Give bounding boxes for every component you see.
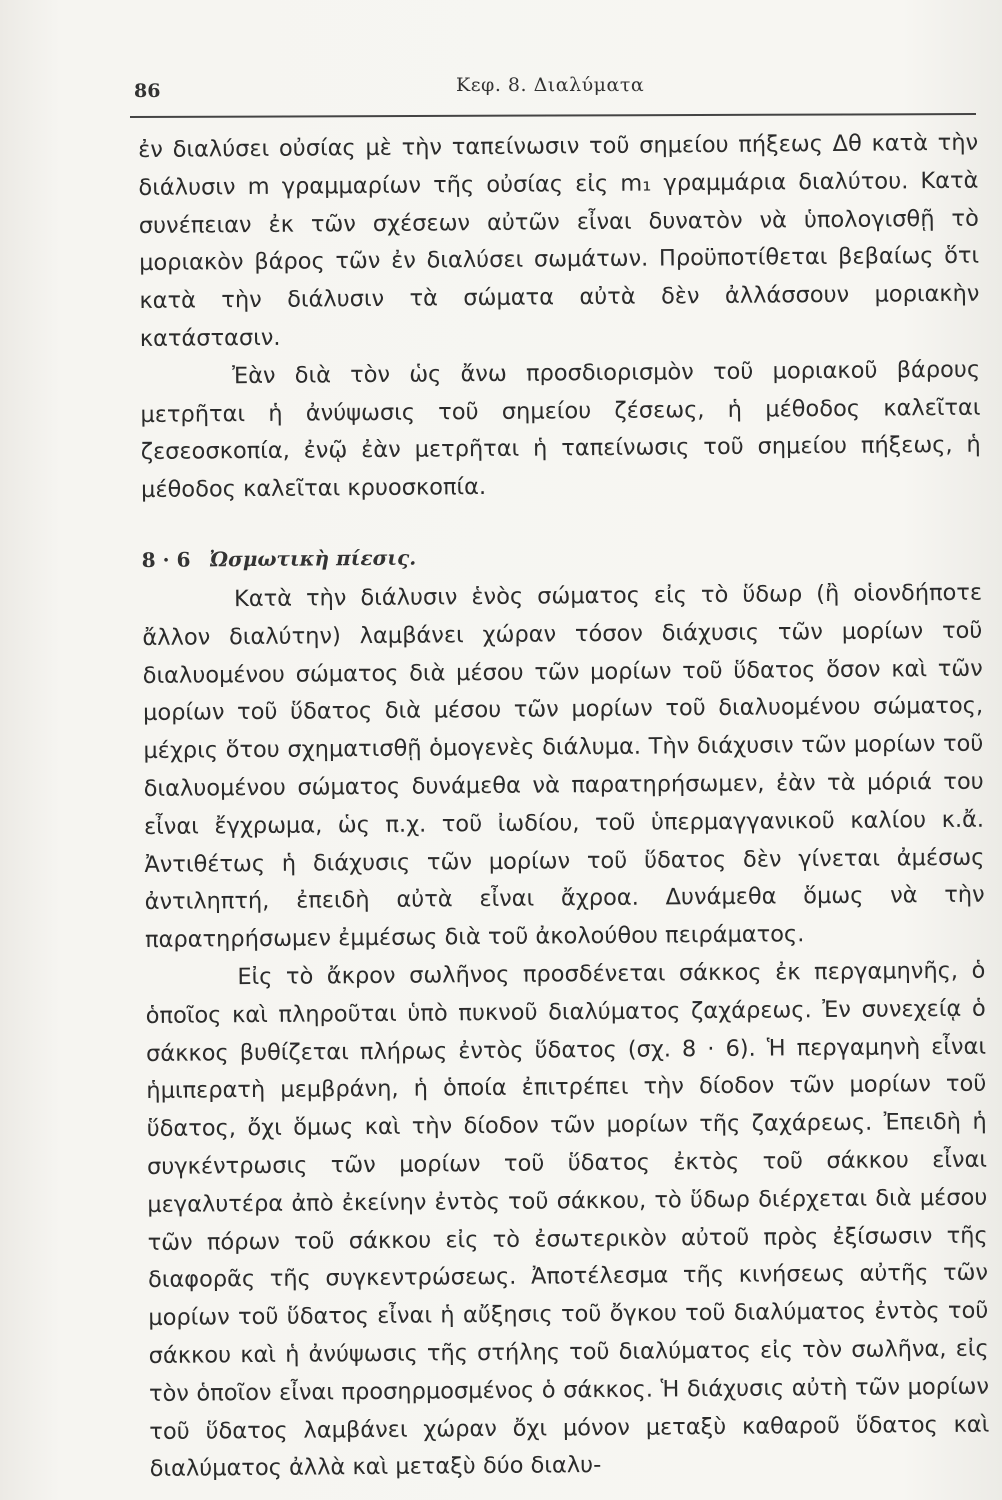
section-heading bbox=[142, 531, 982, 582]
section-title: Ὠσμωτικὴ πίεσις. bbox=[209, 545, 417, 572]
page-number: 86 bbox=[134, 80, 161, 102]
paragraph-experiment: Εἰς τὸ ἄκρον σωλῆνος προσδένεται σάκκος ἐκ περγαμηνῆς, ὁ ὁποῖος καὶ πληροῦται ὑπὸ πυκνοῦ διαλύματος ζαχάρεως. Ἐν συνεχείᾳ ὁ σάκκος βυθίζεται πλήρως ἐντὸς ὕδατος (σχ. 8 · 6). Ἡ περγαμηνὴ εἶναι ἡμιπερατὴ μεμβράνη, ἡ ὁποία ἐπιτρέπει τὴν δίοδον τῶν μορίων τοῦ ὕδατος, ὄχι ὅμως καὶ τὴν δίοδον τῶν μορίων τῆς ζαχάρεως. Ἐπειδὴ ἡ συγκέντρωσις τῶν μορίων τοῦ ὕδατος ἐκτὸς τοῦ σάκκου εἶναι μεγαλυτέρα ἀπὸ ἐκείνην ἐντὸς τοῦ σάκκου, τὸ ὕδωρ διέρχεται διὰ μέσου τῶν πόρων τοῦ σάκκου εἰς τὸ ἐσωτερικὸν αὐτοῦ πρὸς ἐξίσωσιν τῆς διαφορᾶς τῆς συγκεντρώσεως. Ἀποτέλεσμα τῆς κινήσεως αὐτῆς τῶν μορίων τοῦ ὕδατος εἶναι ἡ αὔξησις τοῦ ὄγκου τοῦ διαλύματος ἐντὸς τοῦ σάκκου καὶ ἡ ἀνύψωσις τῆς στήλης τοῦ διαλύματος εἰς τὸν σωλῆνα, εἰς τὸν ὁποῖον εἶναι προσηρμοσμένος ὁ σάκκος. Ἡ διάχυσις αὐτὴ τῶν μορίων τοῦ ὕδατος λαμβάνει χώραν ὄχι μόνον μεταξὺ καθαροῦ ὕδατος καὶ διαλύματος ἀλλὰ καὶ μεταξὺ δύο διαλυ- bbox=[145, 957, 990, 1483]
body-text bbox=[138, 125, 990, 1489]
running-head: Κεφ. 8. Διαλύματα bbox=[456, 74, 645, 96]
page-header bbox=[130, 70, 978, 104]
paragraph-continued: ἐν διαλύσει οὐσίας μὲ τὴν ταπείνωσιν τοῦ σημείου πήξεως Δθ κατὰ τὴν διάλυσιν m γραμμαρίων τῆς οὐσίας εἰς m₁ γραμμάρια διαλύτου. Κατὰ συνέπειαν ἐκ τῶν σχέσεων αὐτῶν εἶναι δυνατὸν νὰ ὑπολογισθῇ τὸ μοριακὸν βάρος τῶν ἐν διαλύσει σωμάτων. Προϋποτίθεται βεβαίως ὅτι κατὰ τὴν διάλυσιν τὰ σώματα αὐτὰ δὲν ἀλλάσσουν μοριακὴν κατάστασιν. bbox=[138, 129, 980, 352]
paragraph-method-names: Ἐὰν διὰ τὸν ὡς ἄνω προσδιορισμὸν τοῦ μοριακοῦ βάρους μετρῆται ἡ ἀνύψωσις τοῦ σημείου ζέσεως, ἡ μέθοδος καλεῖται ζεσεοσκοπία, ἐνῷ ἐὰν μετρῆται ἡ ταπείνωσις τοῦ σημείου πήξεως, ἡ μέθοδος καλεῖται κρυοσκοπία. bbox=[140, 356, 981, 504]
section-number: 8 · 6 bbox=[141, 547, 191, 572]
paragraph-diffusion: Κατὰ τὴν διάλυσιν ἑνὸς σώματος εἰς τὸ ὕδωρ (ἢ οἱονδήποτε ἄλλον διαλύτην) λαμβάνει χώραν τόσον διάχυσις τῶν μορίων τοῦ διαλυομένου σώματος διὰ μέσου τῶν μορίων τοῦ ὕδατος ὅσον καὶ τῶν μορίων τοῦ ὕδατος διὰ μέσου τῶν μορίων τοῦ διαλυομένου σώματος, μέχρις ὅτου σχηματισθῇ ὁμογενὲς διάλυμα. Τὴν διάχυσιν τῶν μορίων τοῦ διαλυομένου σώματος δυνάμεθα νὰ παρατηρήσωμεν, ἐὰν τὰ μόριά του εἶναι ἔγχρωμα, ὡς π.χ. τοῦ ἰωδίου, τοῦ ὑπερμαγγανικοῦ καλίου κ.ἄ. Ἀντιθέτως ἡ διάχυσις τῶν μορίων τοῦ ὕδατος δὲν γίνεται ἀμέσως ἀντιληπτή, ἐπειδὴ αὐτὰ εἶναι ἄχροα. Δυνάμεθα ὅμως νὰ τὴν παρατηρήσωμεν ἐμμέσως διὰ τοῦ ἀκολούθου πειράματος. bbox=[142, 579, 985, 954]
header-rule bbox=[130, 113, 976, 118]
